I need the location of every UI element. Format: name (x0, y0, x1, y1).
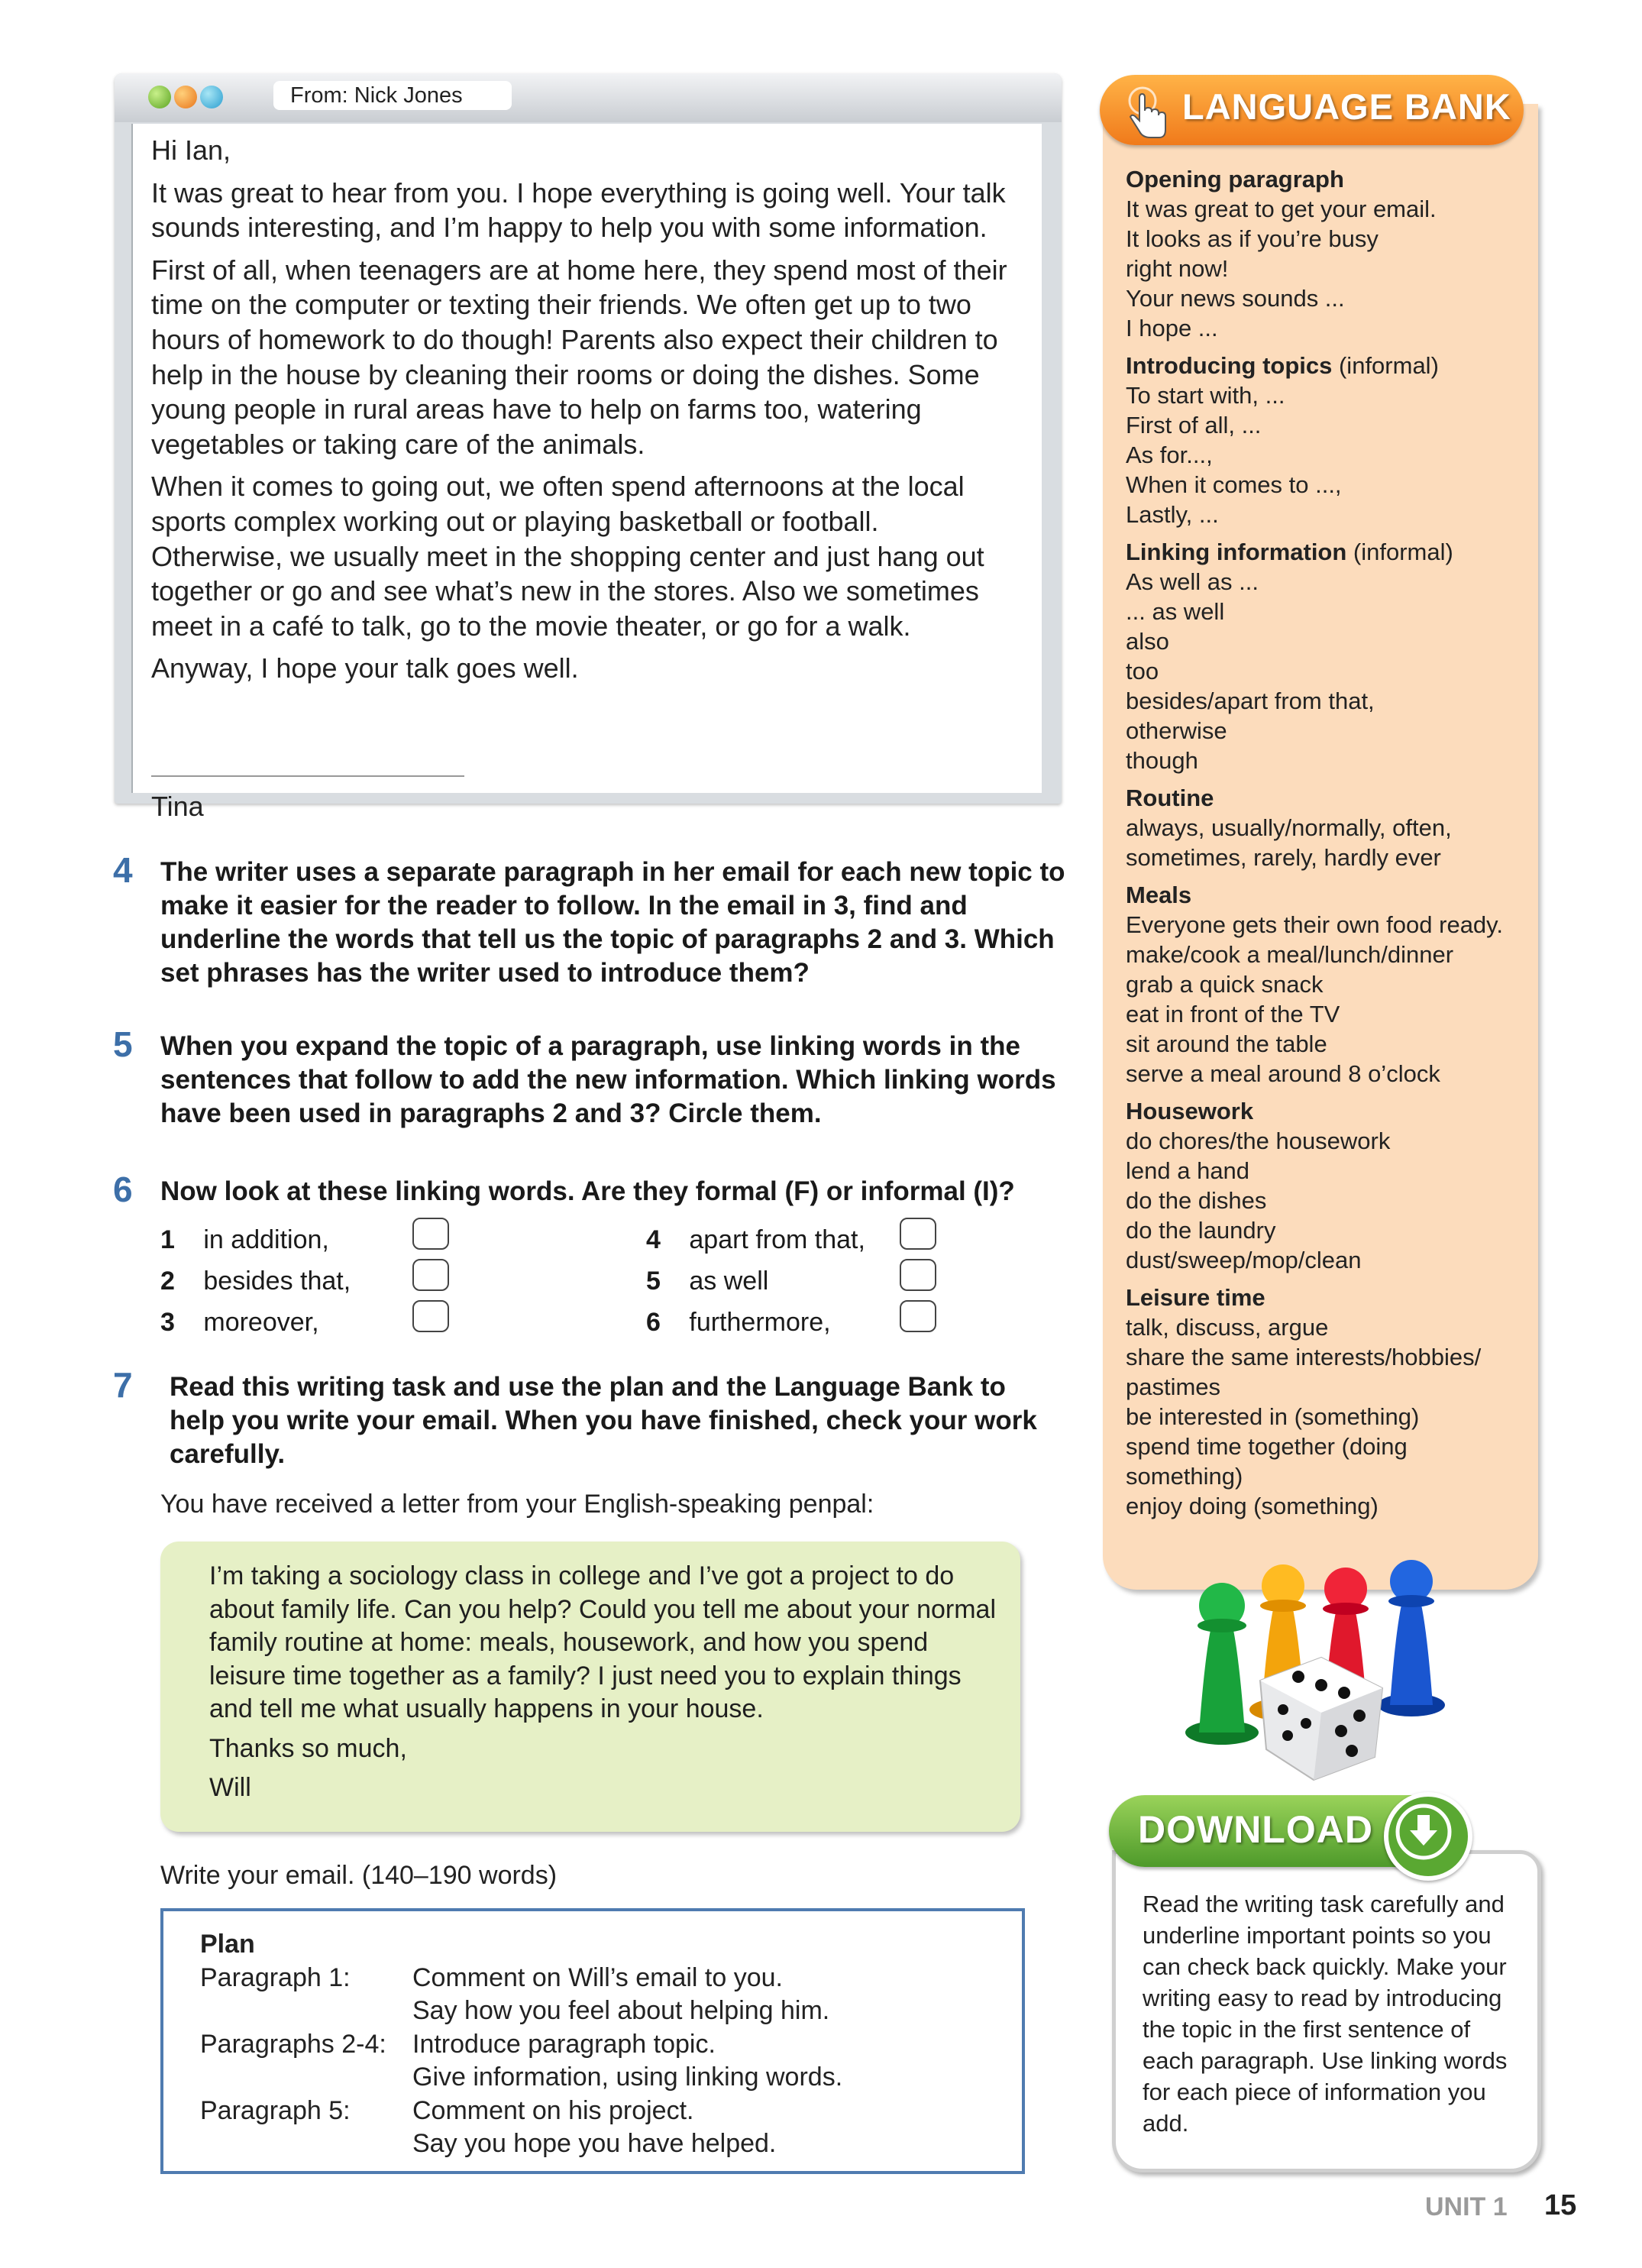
exercise-6-number: 6 (113, 1170, 133, 1209)
window-blue-dot (200, 86, 223, 108)
lb-item: spend time together (doing (1126, 1433, 1408, 1460)
linking-item-3 (160, 1308, 319, 1338)
lb-item: pastimes (1126, 1373, 1221, 1400)
download-arrow-icon (1388, 1797, 1459, 1867)
lb-item: As for..., (1126, 442, 1213, 468)
lb-item: also (1126, 628, 1169, 655)
blue-pawn-icon (1378, 1560, 1445, 1716)
writing-task-box (160, 1542, 1020, 1832)
lb-item: It was great to get your email. (1126, 196, 1437, 222)
lb-item: besides/apart from that, (1126, 688, 1375, 714)
lb-item: It looks as if you’re busy (1126, 225, 1379, 252)
plan-row (200, 2095, 842, 2128)
lb-heading-note: (informal) (1332, 352, 1439, 379)
item-number: 5 (646, 1267, 661, 1296)
lb-item: always, usually/normally, often, (1126, 814, 1452, 841)
lb-section-introducing (1126, 351, 1538, 529)
plan-title: Plan (200, 1930, 255, 1959)
language-bank-header (1100, 75, 1524, 145)
lb-item: talk, discuss, argue (1126, 1314, 1329, 1341)
item-number: 6 (646, 1308, 661, 1337)
item-text: besides that, (203, 1267, 351, 1296)
plan-content (200, 1928, 842, 2161)
linking-item-5 (646, 1267, 768, 1296)
email-greeting: Hi Ian, (151, 134, 231, 166)
email-titlebar (115, 73, 1062, 122)
exercise-5-number: 5 (113, 1024, 133, 1064)
plan-row-line: Comment on his project. (412, 2095, 694, 2125)
lb-item: sometimes, rarely, hardly ever (1126, 844, 1441, 871)
plan-row-line: Give information, using linking words. (412, 2063, 843, 2092)
letter-body: I’m taking a sociology class in college and I’ve got a project to do about family life. Can you help? Could you tell me about your normal family routine at home: meals, housework, and how you spend leisure time together as a family? I just need you to explain things and tell me what usually happens in your house. (209, 1561, 997, 1723)
lb-item: share the same interests/hobbies/ (1126, 1344, 1482, 1370)
lb-section-housework (1126, 1096, 1538, 1275)
lb-item: Everyone gets their own food ready. (1126, 911, 1503, 938)
lb-item: First of all, ... (1126, 412, 1262, 438)
email-signature: Tina (151, 791, 204, 822)
lb-item: right now! (1126, 255, 1229, 282)
linking-item-1 (160, 1225, 329, 1255)
plan-box (160, 1908, 1025, 2174)
exercise-7-text (170, 1370, 1048, 1471)
email-paragraph-3: When it comes to going out, we often spend afternoons at the local sports complex working out or playing basketball or football. Otherwise, we usually meet in the shopping center and just hang out together or go and see what’s new in the stores. Also we sometimes meet in a café to talk, go to the movie theater, or go for a walk. (151, 471, 984, 642)
lb-heading: Linking information (1126, 539, 1347, 565)
linking-item-2 (160, 1267, 351, 1296)
word-count-instruction: Write your email. (140–190 words) (160, 1861, 558, 1890)
lb-section-opening (1126, 164, 1538, 343)
lb-item: To start with, ... (1126, 382, 1285, 409)
lb-item: do the dishes (1126, 1187, 1267, 1214)
lb-heading: Meals (1126, 882, 1192, 908)
item-text: apart from that, (689, 1225, 865, 1254)
signature-line (151, 775, 464, 777)
letter-signature: Will (209, 1773, 251, 1802)
lb-item: be interested in (something) (1126, 1403, 1420, 1430)
email-paragraph-4: Anyway, I hope your talk goes well. (151, 652, 579, 684)
plan-row (200, 1962, 842, 1995)
plan-row (200, 2061, 842, 2095)
plan-row-line: Say how you feel about helping him. (412, 1996, 830, 2025)
item-number: 4 (646, 1225, 661, 1254)
touch-hand-icon (1123, 86, 1172, 141)
item-text: furthermore, (689, 1308, 831, 1337)
lb-heading-note: (informal) (1346, 539, 1453, 565)
lb-section-linking (1126, 537, 1538, 775)
lb-heading: Introducing topics (1126, 352, 1333, 379)
lb-item: sit around the table (1126, 1030, 1327, 1057)
exercise-7-intro: You have received a letter from your English-speaking penpal: (160, 1490, 874, 1519)
lb-item: grab a quick snack (1126, 971, 1324, 998)
download-tip-text: Read the writing task carefully and underline important points so you can check back quickly. Make your writing easy to read by introducing the topic in the first sentence of each paragraph. Use linking words for each piece of information you add. (1143, 1891, 1508, 2137)
plan-row-label: Paragraph 1: (200, 1962, 351, 1992)
lb-item: otherwise (1126, 717, 1227, 744)
email-window (115, 73, 1062, 822)
lb-item: As well as ... (1126, 568, 1259, 595)
exercise-4-instruction: The writer uses a separate paragraph in her email for each new topic to make it easier for the reader to follow. In the email in 3, find and underline the words that tell us the topic of paragraphs 2 and 3. Which set phrases has the writer used to introduce them? (160, 857, 1065, 988)
lb-item: lend a hand (1126, 1157, 1250, 1184)
game-pieces-illustration (1168, 1535, 1497, 1788)
green-pawn-icon (1185, 1583, 1259, 1745)
lb-item: When it comes to ..., (1126, 471, 1342, 498)
item-4-checkbox[interactable] (900, 1218, 936, 1250)
footer-unit-label: UNIT 1 (1425, 2192, 1508, 2221)
item-number: 2 (160, 1267, 175, 1296)
language-bank-content (1126, 164, 1538, 1529)
lb-item: do the laundry (1126, 1217, 1276, 1244)
exercise-6-text (160, 1175, 1092, 1208)
letter-closing: Thanks so much, (209, 1733, 407, 1763)
lb-item: though (1126, 747, 1198, 774)
lb-section-leisure (1126, 1283, 1538, 1521)
lb-item: Your news sounds ... (1126, 285, 1345, 312)
plan-row (200, 2028, 842, 2062)
item-5-checkbox[interactable] (900, 1259, 936, 1291)
email-paragraph-1: It was great to hear from you. I hope everything is going well. Your talk sounds interesting, and I’m happy to help you with some information. (151, 176, 1006, 244)
item-6-checkbox[interactable] (900, 1300, 936, 1332)
exercise-7-instruction: Read this writing task and use the plan and the Language Bank to help you write your email. When you have finished, check your work carefully. (170, 1372, 1037, 1469)
lb-item: make/cook a meal/lunch/dinner (1126, 941, 1454, 968)
lb-item: ... as well (1126, 598, 1225, 625)
lb-item: something) (1126, 1463, 1243, 1490)
lb-heading: Leisure time (1126, 1284, 1265, 1311)
item-text: moreover, (203, 1308, 319, 1337)
lb-item: Lastly, ... (1126, 501, 1219, 528)
download-button[interactable] (1384, 1792, 1472, 1881)
lb-item: eat in front of the TV (1126, 1001, 1340, 1027)
plan-row-label: Paragraphs 2-4: (200, 2029, 386, 2059)
exercise-5-instruction: When you expand the topic of a paragraph, use linking words in the sentences that follow to add the new information. Which linking words have been used in paragraphs 2 and 3? Circle them. (160, 1031, 1056, 1128)
plan-row (200, 1995, 842, 2028)
exercise-6-instruction: Now look at these linking words. Are they formal (F) or informal (I)? (160, 1176, 1015, 1206)
language-bank-title: LANGUAGE BANK (1182, 86, 1511, 127)
window-green-dot (148, 86, 171, 108)
item-2-checkbox[interactable] (412, 1259, 449, 1291)
linking-item-6 (646, 1308, 831, 1338)
window-orange-dot (174, 86, 197, 108)
email-from-field: From: Nick Jones (273, 81, 512, 110)
lb-item: dust/sweep/mop/clean (1126, 1247, 1362, 1273)
plan-row-label: Paragraph 5: (200, 2095, 351, 2125)
writing-task-text (209, 1560, 1004, 1811)
exercise-4-number: 4 (113, 850, 133, 890)
exercise-7-number: 7 (113, 1365, 133, 1405)
item-number: 3 (160, 1308, 175, 1337)
lb-heading: Opening paragraph (1126, 166, 1344, 193)
exercise-5-text (160, 1030, 1077, 1131)
lb-heading: Routine (1126, 785, 1214, 811)
email-text (151, 133, 1014, 694)
plan-row-line: Comment on Will’s email to you. (412, 1962, 783, 1992)
item-1-checkbox[interactable] (412, 1218, 449, 1250)
lb-item: do chores/the housework (1126, 1128, 1391, 1154)
lb-item: serve a meal around 8 o’clock (1126, 1060, 1440, 1087)
lb-item: I hope ... (1126, 315, 1218, 341)
lb-item: enjoy doing (something) (1126, 1493, 1379, 1519)
lb-heading: Housework (1126, 1098, 1254, 1124)
lb-section-routine (1126, 783, 1538, 872)
item-number: 1 (160, 1225, 175, 1254)
item-text: as well (689, 1267, 769, 1296)
linking-item-4 (646, 1225, 865, 1255)
exercise-4-text (160, 856, 1077, 990)
plan-row (200, 2127, 842, 2161)
item-3-checkbox[interactable] (412, 1300, 449, 1332)
page-number: 15 (1544, 2189, 1577, 2221)
lb-section-meals (1126, 880, 1538, 1089)
item-text: in addition, (203, 1225, 329, 1254)
plan-row-line: Introduce paragraph topic. (412, 2029, 716, 2059)
plan-row-line: Say you hope you have helped. (412, 2129, 777, 2158)
email-paragraph-2: First of all, when teenagers are at home here, they spend most of their time on the computer or texting their friends. We often get up to two hours of homework to do though! Parents also expect their children to help in the house by cleaning their rooms or doing the dishes. Some young people in rural areas have to help on farms too, watering vegetables or taking care of the animals. (151, 254, 1007, 460)
lb-item: too (1126, 658, 1159, 684)
download-title: DOWNLOAD (1138, 1808, 1373, 1851)
email-body (131, 124, 1042, 822)
